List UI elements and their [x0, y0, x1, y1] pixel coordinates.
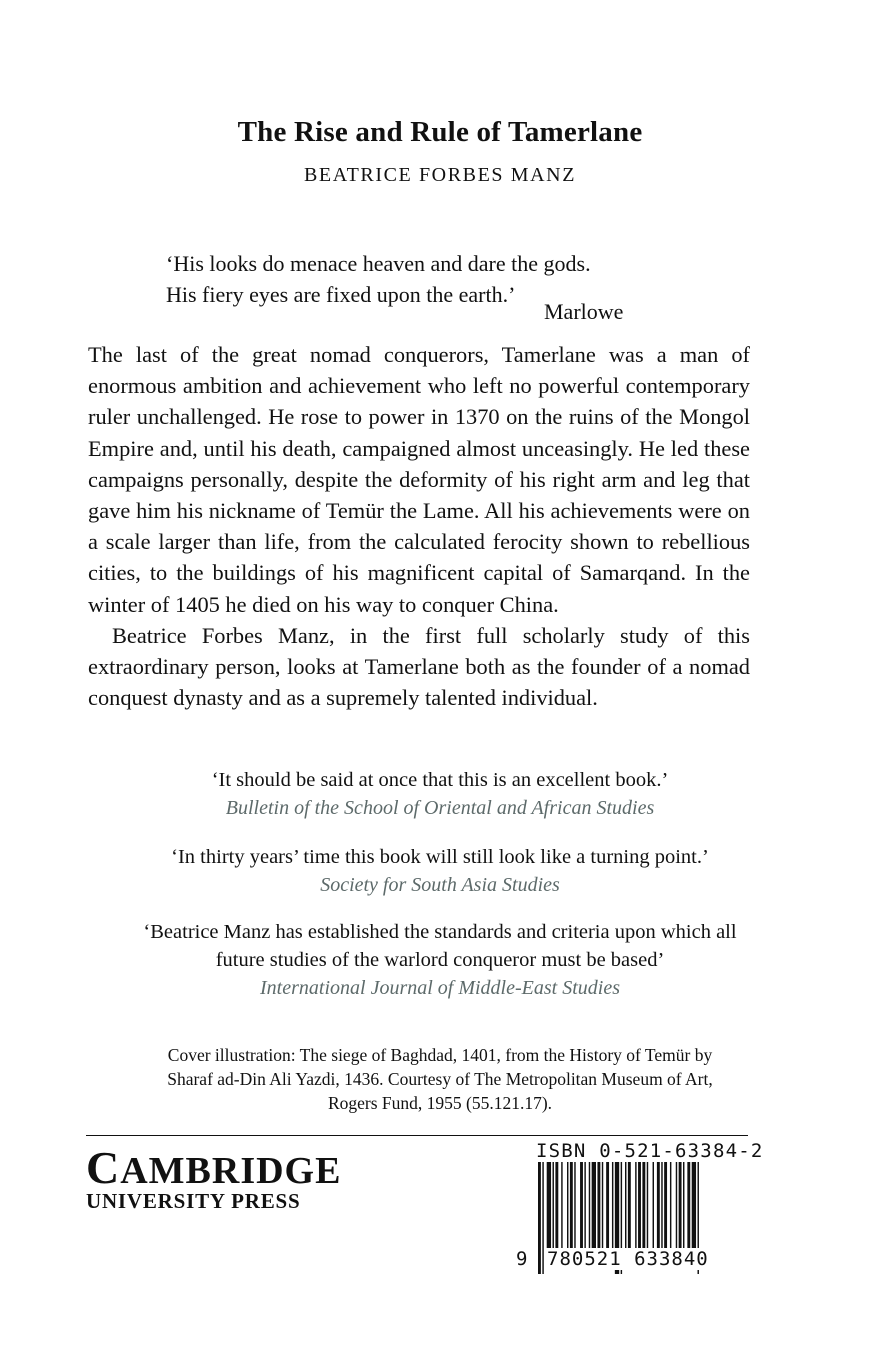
divider — [86, 1135, 748, 1136]
review-quote: ‘It should be said at once that this is an excellent book.’ — [211, 769, 669, 791]
barcode-bar — [638, 1162, 641, 1258]
barcode-bar — [592, 1162, 596, 1258]
barcode-bar — [647, 1162, 648, 1258]
barcode-bar — [602, 1162, 603, 1258]
barcode-bar — [653, 1162, 654, 1258]
barcode-bar — [561, 1162, 562, 1258]
book-author: BEATRICE FORBES MANZ — [303, 164, 577, 186]
barcode-bar — [547, 1162, 551, 1258]
publisher-name-rest: AMBRIDGE — [120, 1150, 342, 1192]
barcode-bar — [567, 1162, 568, 1258]
review-source: Bulletin of the School of Oriental and African Studies — [225, 797, 655, 819]
review — [0, 766, 880, 822]
blurb-paragraph: The last of the great nomad conquerors, Tamerlane was a man of enormous ambition and achievement who left no powerful contemporary ruler unchallenged. He rose to power in 1370 on the ruins of the Mongol Empire and, until his death, campaigned almost unceasingly. He led these campaigns personally, despite the deformity of his right arm and leg that gave him his nickname of Temür the Lame. All his achievements were on a scale larger than life, from the calculated ferocity shown to rebellious cities, to the buildings of his magnificent capital of Samarqand. In the winter of 1405 he died on his way to conquer China. — [88, 342, 750, 617]
barcode-bar — [628, 1162, 631, 1258]
blurb-paragraph: Beatrice Forbes Manz, in the first full scholarly study of this extraordinary person, looks at Tamerlane both as the founder of a nomad conquest dynasty and as a supremely talented individual. — [88, 622, 750, 711]
epigraph-line: His fiery eyes are fixed upon the earth.’ — [166, 282, 516, 307]
barcode-bar — [692, 1162, 696, 1258]
review — [0, 843, 880, 899]
blurb — [88, 339, 750, 713]
epigraph-line: ‘His looks do menace heaven and dare the gods. — [166, 251, 591, 276]
publisher-name — [86, 1142, 342, 1193]
barcode-bar — [657, 1162, 660, 1258]
barcode-digits: 780521 633840 — [547, 1248, 709, 1270]
barcode-bar — [670, 1162, 671, 1258]
barcode-bar — [683, 1162, 684, 1258]
publisher-logo — [86, 1142, 342, 1214]
publisher-name-initial: C — [86, 1142, 121, 1193]
barcode-bar — [542, 1162, 543, 1274]
barcode-bar — [606, 1162, 609, 1258]
review-source: Society for South Asia Studies — [320, 874, 560, 896]
publisher-subtitle: UNIVERSITY PRESS — [86, 1189, 301, 1213]
caption-line: Cover illustration: The siege of Baghdad, 1401, from the History of Temür by — [167, 1045, 713, 1065]
barcode-bar — [570, 1162, 573, 1258]
barcode-bar — [584, 1162, 585, 1258]
barcode-bar — [555, 1162, 558, 1258]
isbn-label: ISBN 0-521-63384-2 — [536, 1140, 764, 1162]
book-title: The Rise and Rule of Tamerlane — [237, 116, 643, 148]
barcode-bar — [553, 1162, 554, 1258]
barcode-bar — [589, 1162, 590, 1258]
review-quote: ‘In thirty years’ time this book will still look like a turning point.’ — [171, 846, 709, 868]
barcode-bar — [642, 1162, 645, 1258]
barcode-bar — [635, 1162, 636, 1258]
barcode-bar — [687, 1162, 690, 1258]
barcode-bar — [625, 1162, 626, 1258]
caption-line: Rogers Fund, 1955 (55.121.17). — [327, 1093, 553, 1113]
epigraph-attribution: Marlowe — [544, 299, 624, 324]
review-source: International Journal of Middle-East Studies — [260, 977, 620, 999]
caption-line: Sharaf ad-Din Ali Yazdi, 1436. Courtesy of The Metropolitan Museum of Art, — [167, 1069, 713, 1089]
barcode-lead-digit: 9 — [516, 1248, 529, 1270]
barcode-bar — [574, 1162, 575, 1258]
review — [0, 918, 880, 1002]
barcode-bar — [679, 1162, 682, 1258]
barcode-bar — [612, 1162, 613, 1258]
epigraph — [166, 248, 646, 324]
review-quote: ‘Beatrice Manz has established the standards and criteria upon which all future studies of the warlord conqueror must be based’ — [143, 921, 737, 971]
barcode-bar — [538, 1162, 541, 1274]
barcode-bar — [580, 1162, 583, 1258]
barcode-bar — [661, 1162, 662, 1258]
barcode-bar — [676, 1162, 677, 1258]
barcode-bar — [664, 1162, 667, 1258]
barcode-bar — [597, 1162, 600, 1258]
cover-caption — [100, 1043, 780, 1115]
